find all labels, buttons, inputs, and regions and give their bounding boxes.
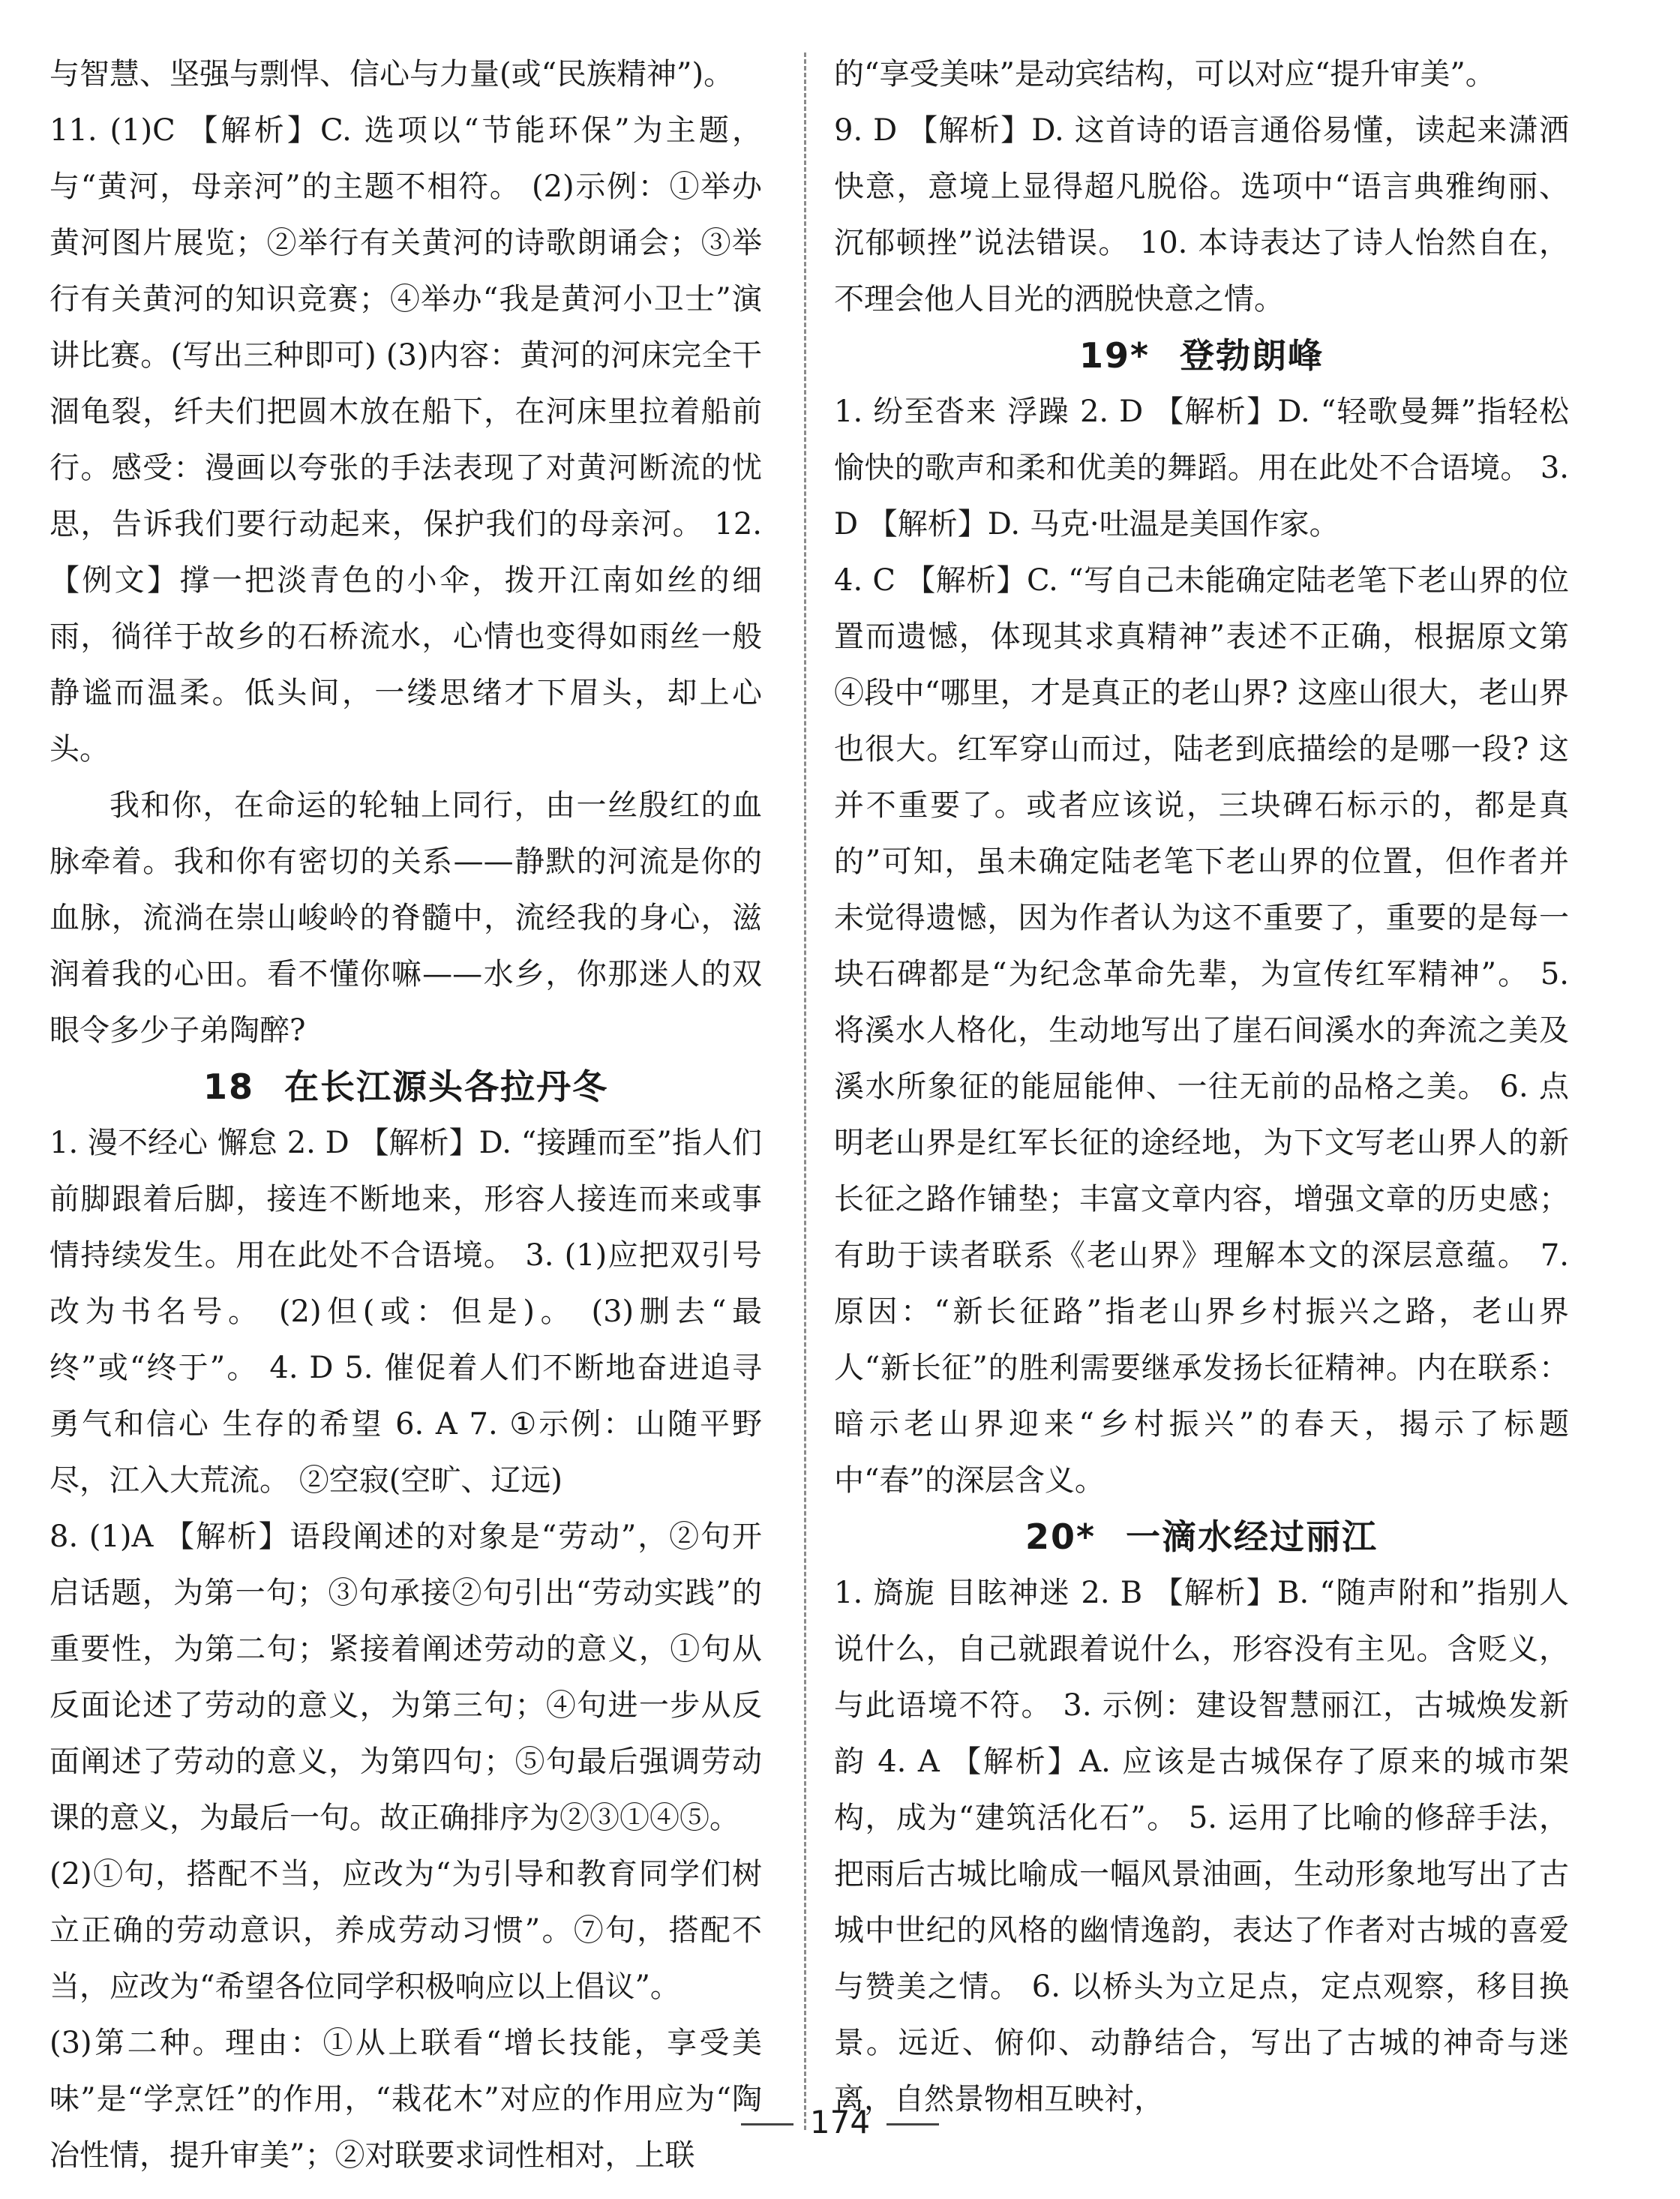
section-heading-19 [834,328,1569,384]
right-paragraph-5: 1. 旖旎 目眩神迷 2. B 【解析】B. “随声附和”指别人说什么，自己就跟着说什么，形容没有主见。含贬义，与此语境不符。 3. 示例：建设智慧丽江，古城焕发新韵 4. A 【解析】A. 应该是古城保存了原来的城市架构，成为“建筑活化石”。 5. 运用了比喻的修辞手法，把雨后古城比喻成一幅风景油画，生动形象地写出了古城中世纪的风格的幽情逸韵，表达了作者对古城的喜爱与赞美之情。 6. 以桥头为立足点，定点观察，移目换景。远近、俯仰、动静结合，写出了古城的神奇与迷离，自然景物相互映衬， [834,1576,1569,2116]
left-paragraph-6: (2)①句，搭配不当，应改为“为引导和教育同学们树立正确的劳动意识，养成劳动习惯”。⑦句，搭配不当，应改为“希望各位同学积极响应以上倡议”。 [50,1857,762,2004]
section-title: 在长江源头各拉丹冬 [284,1066,608,1107]
footer-dash-right [886,2123,939,2126]
section-number: 20* [1024,1516,1096,1557]
right-paragraph-1: 的“享受美味”是动宾结构，可以对应“提升审美”。 [834,57,1496,92]
right-paragraph-4: 4. C 【解析】C. “写自己未能确定陆老笔下老山界的位置而遗憾，体现其求真精神”表述不正确，根据原文第④段中“哪里，才是真正的老山界? 这座山很大，老山界也很大。红军穿山而过，陆老到底描绘的是哪一段? 这并不重要了。或者应该说，三块碑石标示的，都是真的”可知，虽未确定陆老笔下老山界的位置，但作者并未觉得遗憾，因为作者认为这不重要了，重要的是每一块石碑都是“为纪念革命先辈，为宣传红军精神”。 5. 将溪水人格化，生动地写出了崖石间溪水的奔流之美及溪水所象征的能屈能伸、一往无前的品格之美。 6. 点明老山界是红军长征的途经地，为下文写老山界人的新长征之路作铺垫；丰富文章内容，增强文章的历史感；有助于读者联系《老山界》理解本文的深层意蕴。 7. 原因：“新长征路”指老山界乡村振兴之路，老山界人“新长征”的胜利需要继承发扬长征精神。内在联系：暗示老山界迎来“乡村振兴”的春天，揭示了标题中“春”的深层含义。 [834,563,1569,1498]
left-paragraph-5: 8. (1)A 【解析】语段阐述的对象是“劳动”，②句开启话题，为第一句；③句承接②句引出“劳动实践”的重要性，为第二句；紧接着阐述劳动的意义，①句从反面论述了劳动的意义，为第三句；④句进一步从反面阐述了劳动的意义，为第四句；⑤句最后强调劳动课的意义，为最后一句。故正确排序为②③①④⑤。 [50,1520,762,1835]
section-heading-18 [50,1059,762,1115]
left-paragraph-essay: 我和你，在命运的轮轴上同行，由一丝殷红的血脉牵着。我和你有密切的关系——静默的河流是你的血脉，流淌在崇山峻岭的脊髓中，流经我的身心，滋润着我的心田。看不懂你嘛——水乡，你那迷人的双眼令多少子弟陶醉? [50,788,762,1048]
page-number: 174 [809,2104,871,2140]
section-number: 19* [1078,335,1150,376]
footer-dash-left [741,2123,794,2126]
right-column [834,46,1569,2128]
left-column [50,46,762,2184]
left-paragraph-7: (3)第二种。理由：①从上联看“增长技能，享受美味”是“学烹饪”的作用，“栽花木”对应的作用应为“陶冶性情，提升审美”；②对联要求词性相对，上联 [50,2026,762,2173]
section-title: 登勃朗峰 [1180,335,1324,376]
section-title: 一滴水经过丽江 [1126,1516,1378,1557]
right-paragraph-2: 9. D 【解析】D. 这首诗的语言通俗易懂，读起来潇洒快意，意境上显得超凡脱俗。选项中“语言典雅绚丽、沉郁顿挫”说法错误。 10. 本诗表达了诗人怡然自在，不理会他人目光的洒脱快意之情。 [834,113,1569,316]
page-footer [0,2100,1680,2145]
left-paragraph-4: 1. 漫不经心 懈怠 2. D 【解析】D. “接踵而至”指人们前脚跟着后脚，接连不断地来，形容人接连而来或事情持续发生。用在此处不合语境。 3. (1)应把双引号改为书名号。 (2)但(或：但是)。 (3)删去“最终”或“终于”。 4. D 5. 催促着人们不断地奋进追寻 勇气和信心 生存的希望 6. A 7. ①示例：山随平野尽，江入大荒流。 ②空寂(空旷、辽远) [50,1126,762,1498]
left-paragraph-2: 11. (1)C 【解析】C. 选项以“节能环保”为主题，与“黄河，母亲河”的主题不相符。 (2)示例：①举办黄河图片展览；②举行有关黄河的诗歌朗诵会；③举行有关黄河的知识竞赛；④举办“我是黄河小卫士”演讲比赛。(写出三种即可) (3)内容：黄河的河床完全干涸龟裂，纤夫们把圆木放在船下，在河床里拉着船前行。感受：漫画以夸张的手法表现了对黄河断流的忧思，告诉我们要行动起来，保护我们的母亲河。 12.【例文】撑一把淡青色的小伞，拨开江南如丝的细雨，徜徉于故乡的石桥流水，心情也变得如雨丝一般静谧而温柔。低头间，一缕思绪才下眉头，却上心头。 [50,113,762,766]
column-divider [804,52,806,2130]
section-heading-20 [834,1509,1569,1565]
left-paragraph-1: 与智慧、坚强与剽悍、信心与力量(或“民族精神”)。 [50,57,734,92]
right-paragraph-3: 1. 纷至沓来 浮躁 2. D 【解析】D. “轻歌曼舞”指轻松愉快的歌声和柔和优美的舞蹈。用在此处不合语境。 3. D 【解析】D. 马克·吐温是美国作家。 [834,394,1569,542]
section-number: 18 [202,1066,254,1107]
